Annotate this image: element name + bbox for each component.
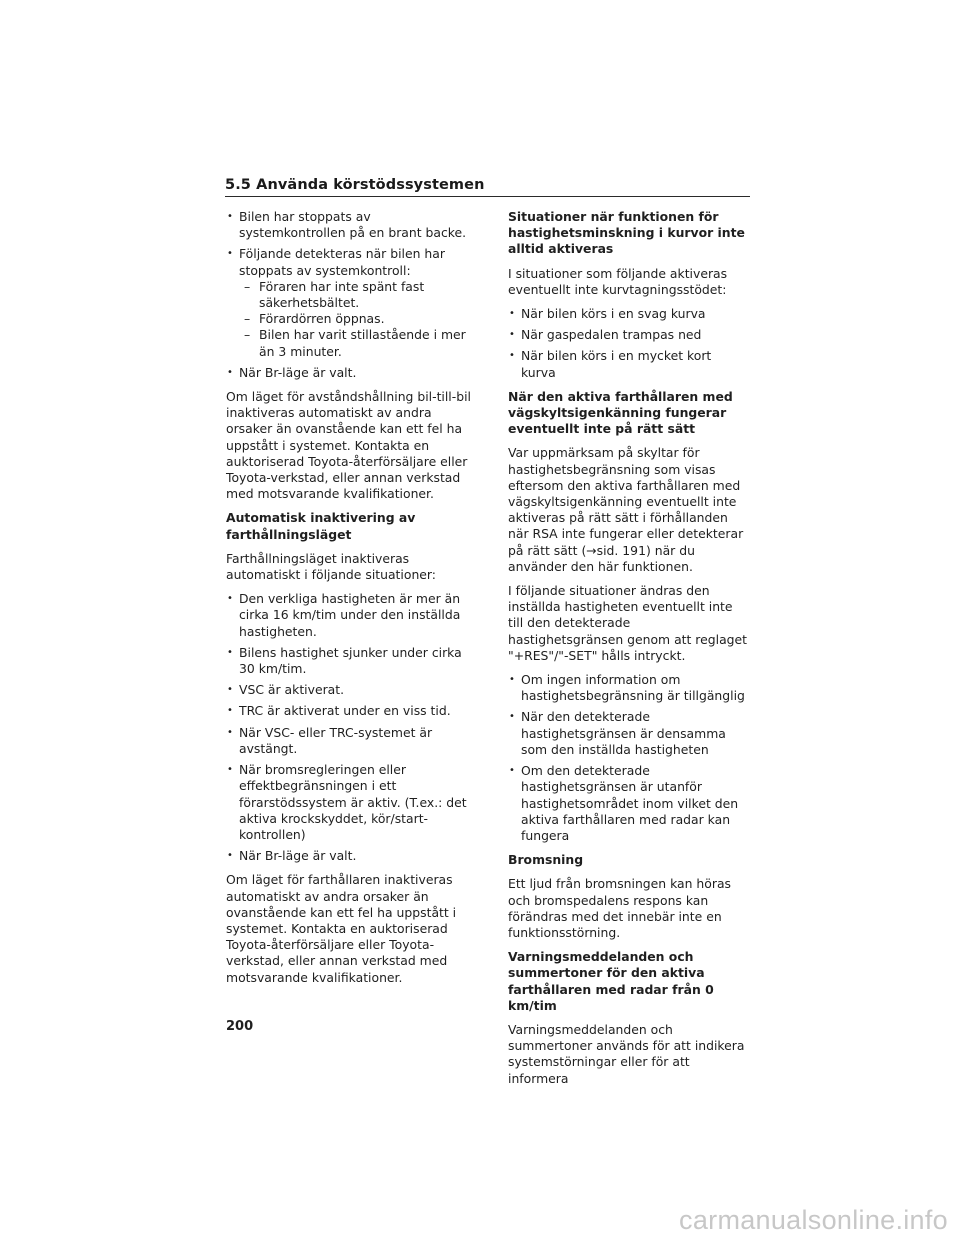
list-item: • När VSC- eller TRC-systemet är avstängt. — [226, 725, 472, 757]
paragraph: Farthållningsläget inaktiveras automatiskt i följande situationer: — [226, 550, 436, 583]
stop-conditions-list — [226, 209, 472, 381]
section-title: 5.5 Använda körstödssystemen — [225, 177, 485, 193]
sub-list-item: – Förardörren öppnas. — [244, 311, 472, 327]
list-item-text: Följande detekteras när bilen har stoppats av systemkontroll: — [239, 246, 445, 278]
paragraph: Varningsmeddelanden och summertoner används för att indikera systemstörningar eller för att informera — [508, 1021, 745, 1086]
subheading: Automatisk inaktivering av farthållningsläget — [226, 510, 416, 542]
paragraph: I följande situationer ändras den inställda hastigheten eventuellt inte till den detekterade hastighetsgränsen genom att reglaget "+RES"/"-SET" hålls intryckt. — [508, 583, 748, 663]
subheading: När den aktiva farthållaren med vägskyltsigenkänning fungerar eventuellt inte på rätt sätt — [508, 388, 733, 437]
list-item: • När gaspedalen trampas ned — [508, 327, 748, 343]
list-item: • Bilens hastighet sjunker under cirka 30 km/tim. — [226, 645, 472, 677]
page-number: 200 — [226, 1019, 254, 1034]
list-item: • När bilen körs i en mycket kort kurva — [508, 348, 748, 380]
list-item — [226, 246, 472, 359]
list-item: • När bilen körs i en svag kurva — [508, 306, 748, 322]
list-item: • Den verkliga hastigheten är mer än cirka 16 km/tim under den inställda hastigheten. — [226, 591, 472, 640]
sub-list-item: – Bilen har varit stillastående i mer än 3 minuter. — [244, 327, 472, 359]
section-header — [225, 177, 750, 197]
list-item: • När Br-läge är valt. — [226, 848, 472, 864]
paragraph: I situationer som följande aktiveras eventuellt inte kurvtagningsstödet: — [508, 265, 728, 297]
list-item: • Om den detekterade hastighetsgränsen är utanför hastighetsområdet inom vilket den aktiva farthållaren med radar kan fungera — [508, 763, 748, 844]
list-item: • VSC är aktiverat. — [226, 682, 472, 698]
list-item: • När bromsregleringen eller effektbegränsningen i ett förarstödssystem är aktiv. (T.ex.: det aktiva krockskyddet, kör/start-kontrollen) — [226, 762, 472, 843]
subheading: Bromsning — [508, 852, 584, 868]
paragraph: Ett ljud från bromsningen kan höras och bromspedalens respons kan förändras med det innebär inte en funktionsstörning. — [508, 876, 732, 940]
subheading: Situationer när funktionen för hastighetsminskning i kurvor inte alltid aktiveras — [508, 209, 745, 257]
list-item: • Om ingen information om hastighetsbegränsning är tillgänglig — [508, 672, 748, 704]
left-column — [226, 209, 472, 994]
list-item: • När den detekterade hastighetsgränsen är densamma som den inställda hastigheten — [508, 709, 748, 758]
list-item: • När Br-läge är valt. — [226, 365, 472, 381]
watermark: carmanualsonline.info — [679, 1205, 948, 1235]
list-item: • Bilen har stoppats av systemkontrollen på en brant backe. — [226, 209, 472, 241]
cruise-deactivation-list — [226, 591, 472, 864]
curve-situations-list — [508, 306, 748, 381]
paragraph: Om läget för farthållaren inaktiveras automatiskt av andra orsaker än ovanstående kan ett fel ha uppstått i systemet. Kontakta en auktoriserad Toyota-återförsäljare eller Toyota-verkstad, eller annan verkstad med motsvarande kvalifikationer. — [226, 872, 457, 985]
right-column — [508, 209, 748, 1095]
speed-limit-list — [508, 672, 748, 844]
paragraph: Var uppmärksam på skyltar för hastighetsbegränsning som visas eftersom den aktiva farthållaren med vägskyltsigenkänning eventuellt inte aktiveras på rätt sätt i förhållanden när RSA inte fungerar eller detekterar på rätt sätt (→sid. 191) när du använder den här funktionen. — [508, 445, 744, 574]
list-item: • TRC är aktiverat under en viss tid. — [226, 703, 472, 719]
sub-list — [239, 279, 472, 360]
paragraph: Om läget för avståndshållning bil-till-bil inaktiveras automatiskt av andra orsaker än ovanstående kan ett fel ha uppstått i systemet. Kontakta en auktoriserad Toyota-återförsäljare eller Toyota-verkstad, eller annan verkstad med motsvarande kvalifikationer. — [226, 389, 471, 502]
subheading: Varningsmeddelanden och summertoner för den aktiva farthållaren med radar från 0 km/tim — [508, 949, 714, 1013]
sub-list-item: – Föraren har inte spänt fast säkerhetsbältet. — [244, 279, 472, 311]
